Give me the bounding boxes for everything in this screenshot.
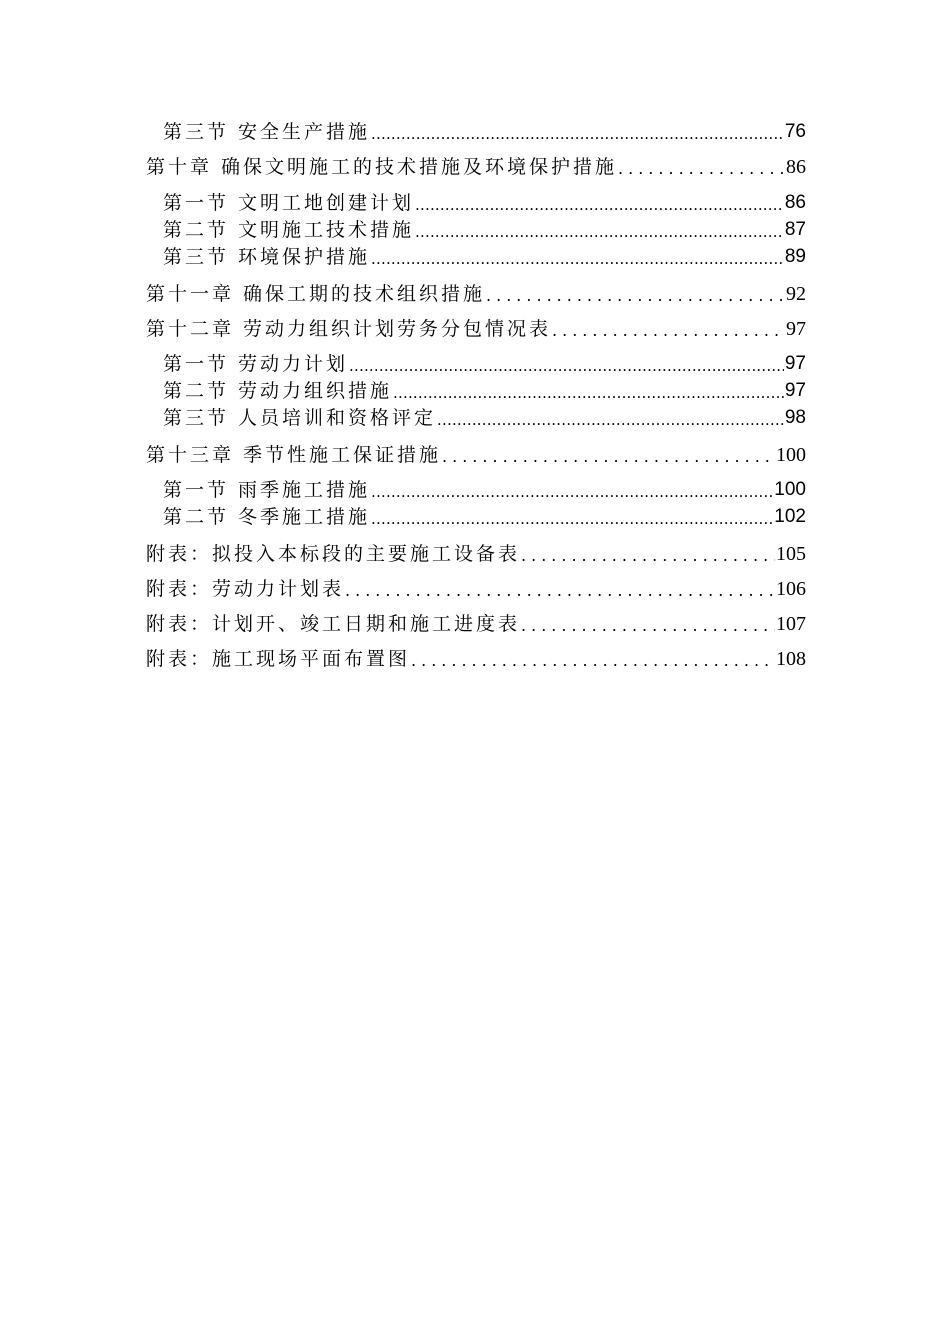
toc-entry-chapter-10[interactable] [146,153,806,179]
toc-dot-leader [521,616,775,636]
toc-entry-title: 附表：拟投入本标段的主要施工设备表 [146,543,521,565]
toc-dot-leader [371,124,784,144]
toc-entry-chapter-11[interactable] [146,280,806,306]
toc-entry-page: 92 [786,283,806,305]
toc-entry-title: 第二节 冬季施工措施 [163,506,371,528]
toc-entry-chapter-12[interactable] [146,315,806,341]
toc-entry-title: 第十三章 季节性施工保证措施 [146,444,442,466]
toc-dot-leader [393,383,784,403]
toc-entry-appendix-site-layout[interactable] [146,645,806,671]
toc-dot-leader [415,222,784,242]
toc-dot-leader [371,249,784,269]
toc-dot-leader [349,356,784,376]
toc-entry-chapter-10-section-2[interactable] [163,216,806,242]
toc-entry-title: 第十一章 确保工期的技术组织措施 [146,283,486,305]
toc-entry-title: 附表：劳动力计划表 [146,578,345,600]
toc-entry-title: 第一节 文明工地创建计划 [163,192,415,214]
toc-entry-page: 97 [784,380,806,401]
toc-entry-page: 108 [776,648,806,670]
toc-entry-chapter-10-section-3[interactable] [163,243,806,269]
toc-entry-chapter-13[interactable] [146,441,806,467]
toc-entry-page: 100 [776,444,806,466]
toc-entry-chapter-12-section-3[interactable] [163,404,806,430]
toc-entry-chapter-13-section-1[interactable] [163,476,806,502]
toc-dot-leader [442,447,775,467]
toc-entry-appendix-equipment[interactable] [146,540,806,566]
toc-entry-title: 第三节 人员培训和资格评定 [163,407,437,429]
toc-dot-leader [371,482,773,502]
toc-entry-title: 第三节 环境保护措施 [163,246,371,268]
toc-dot-leader [371,509,773,529]
toc-entry-page: 97 [786,318,806,340]
toc-dot-leader [618,159,785,179]
toc-entry-page: 87 [784,219,806,240]
toc-entry-page: 86 [786,156,806,178]
toc-dot-leader [411,651,775,671]
toc-entry-page: 86 [784,192,806,213]
toc-entry-chapter-10-section-1[interactable] [163,189,806,215]
toc-entry-chapter-13-section-2[interactable] [163,503,806,529]
toc-dot-leader [437,410,784,430]
toc-entry-page: 100 [774,479,806,500]
toc-entry-section-3-safety[interactable] [163,118,806,144]
toc-entry-chapter-12-section-2[interactable] [163,377,806,403]
toc-entry-chapter-12-section-1[interactable] [163,350,806,376]
toc-entry-page: 97 [784,353,806,374]
toc-dot-leader [521,546,775,566]
toc-entry-title: 第十章 确保文明施工的技术措施及环境保护措施 [146,156,618,178]
toc-dot-leader [345,581,775,601]
toc-entry-title: 第三节 安全生产措施 [163,121,371,143]
toc-entry-page: 76 [784,121,806,142]
toc-entry-title: 附表：施工现场平面布置图 [146,648,411,670]
toc-entry-title: 第二节 文明施工技术措施 [163,219,415,241]
toc-entry-page: 98 [784,407,806,428]
toc-entry-title: 第一节 劳动力计划 [163,353,349,375]
toc-entry-appendix-labor-plan[interactable] [146,575,806,601]
toc-entry-page: 107 [776,613,806,635]
toc-entry-page: 89 [784,246,806,267]
toc-entry-title: 第二节 劳动力组织措施 [163,380,393,402]
toc-entry-page: 105 [776,543,806,565]
toc-entry-title: 第十二章 劳动力组织计划劳务分包情况表 [146,318,552,340]
toc-entry-title: 附表：计划开、竣工日期和施工进度表 [146,613,521,635]
toc-dot-leader [486,286,785,306]
toc-entry-appendix-schedule[interactable] [146,610,806,636]
toc-entry-page: 102 [774,506,806,527]
toc-dot-leader [552,321,785,341]
toc-dot-leader [415,195,784,215]
toc-entry-page: 106 [776,578,806,600]
toc-entry-title: 第一节 雨季施工措施 [163,479,371,501]
